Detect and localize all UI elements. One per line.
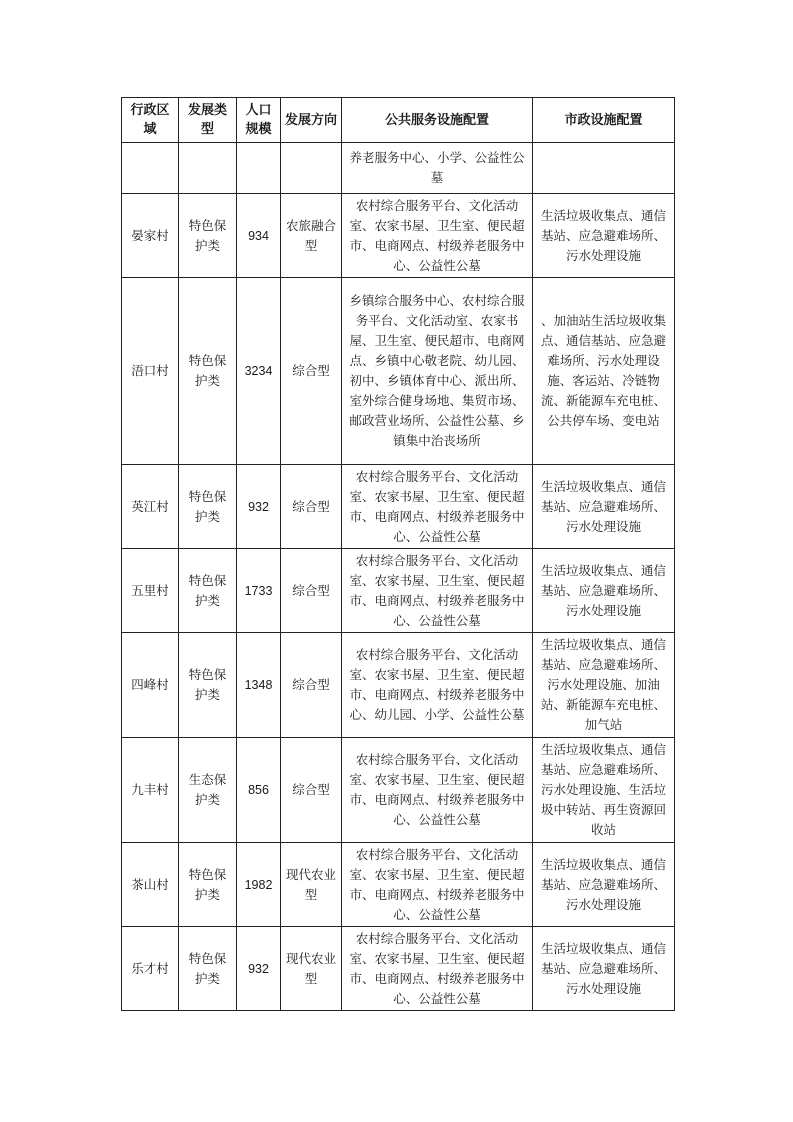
row-population: 932 <box>237 927 281 1011</box>
row-municipal <box>533 143 675 194</box>
row-public: 农村综合服务平台、文化活动室、农家书屋、卫生室、便民超市、电商网点、村级养老服务中心、公益性公墓 <box>342 843 533 927</box>
row-name: 乐才村 <box>122 927 179 1011</box>
row-public: 农村综合服务平台、文化活动室、农家书屋、卫生室、便民超市、电商网点、村级养老服务中心、公益性公墓 <box>342 194 533 278</box>
row-municipal: 生活垃圾收集点、通信基站、应急避难场所、污水处理设施 <box>533 927 675 1011</box>
row-population: 3234 <box>237 278 281 465</box>
row-population: 1348 <box>237 633 281 738</box>
row-name: 茶山村 <box>122 843 179 927</box>
row-municipal: 生活垃圾收集点、通信基站、应急避难场所、污水处理设施 <box>533 465 675 549</box>
facility-table <box>121 97 675 1011</box>
table-row <box>122 465 675 549</box>
row-public: 农村综合服务平台、文化活动室、农家书屋、卫生室、便民超市、电商网点、村级养老服务中心、公益性公墓 <box>342 465 533 549</box>
row-population: 934 <box>237 194 281 278</box>
row-direction: 农旅融合型 <box>281 194 342 278</box>
row-direction: 现代农业型 <box>281 843 342 927</box>
row-type: 特色保护类 <box>179 549 237 633</box>
table-row <box>122 633 675 738</box>
row-public: 农村综合服务平台、文化活动室、农家书屋、卫生室、便民超市、电商网点、村级养老服务中心、幼儿园、小学、公益性公墓 <box>342 633 533 738</box>
row-population: 932 <box>237 465 281 549</box>
row-population: 856 <box>237 738 281 843</box>
table-row <box>122 549 675 633</box>
row-name <box>122 143 179 194</box>
row-municipal: 、加油站生活垃圾收集点、通信基站、应急避难场所、污水处理设施、客运站、冷链物流、新能源车充电桩、公共停车场、变电站 <box>533 278 675 465</box>
row-name: 五里村 <box>122 549 179 633</box>
row-direction: 综合型 <box>281 465 342 549</box>
row-name: 晏家村 <box>122 194 179 278</box>
row-name: 九丰村 <box>122 738 179 843</box>
row-type: 生态保护类 <box>179 738 237 843</box>
row-municipal: 生活垃圾收集点、通信基站、应急避难场所、污水处理设施、生活垃圾中转站、再生资源回收站 <box>533 738 675 843</box>
row-type: 特色保护类 <box>179 633 237 738</box>
header-public: 公共服务设施配置 <box>342 98 533 143</box>
row-type: 特色保护类 <box>179 465 237 549</box>
header-municipal: 市政设施配置 <box>533 98 675 143</box>
table-row <box>122 738 675 843</box>
row-direction: 现代农业型 <box>281 927 342 1011</box>
header-population: 人口规模 <box>237 98 281 143</box>
row-public: 农村综合服务平台、文化活动室、农家书屋、卫生室、便民超市、电商网点、村级养老服务中心、公益性公墓 <box>342 738 533 843</box>
row-population <box>237 143 281 194</box>
row-type: 特色保护类 <box>179 194 237 278</box>
table-row <box>122 194 675 278</box>
row-direction: 综合型 <box>281 549 342 633</box>
row-direction: 综合型 <box>281 633 342 738</box>
row-municipal: 生活垃圾收集点、通信基站、应急避难场所、污水处理设施 <box>533 843 675 927</box>
row-direction: 综合型 <box>281 738 342 843</box>
row-population: 1982 <box>237 843 281 927</box>
row-type: 特色保护类 <box>179 927 237 1011</box>
table-row <box>122 143 675 194</box>
header-row <box>122 98 675 143</box>
row-name: 英江村 <box>122 465 179 549</box>
table-row <box>122 843 675 927</box>
header-district: 行政区域 <box>122 98 179 143</box>
row-type: 特色保护类 <box>179 278 237 465</box>
row-name: 四峰村 <box>122 633 179 738</box>
table-row <box>122 927 675 1011</box>
row-municipal: 生活垃圾收集点、通信基站、应急避难场所、污水处理设施 <box>533 194 675 278</box>
row-name: 浯口村 <box>122 278 179 465</box>
row-public: 乡镇综合服务中心、农村综合服务平台、文化活动室、农家书屋、卫生室、便民超市、电商网点、乡镇中心敬老院、幼儿园、初中、乡镇体育中心、派出所、室外综合健身场地、集贸市场、邮政营业场所、公益性公墓、乡镇集中治丧场所 <box>342 278 533 465</box>
row-public: 养老服务中心、小学、公益性公墓 <box>342 143 533 194</box>
header-type: 发展类型 <box>179 98 237 143</box>
row-direction: 综合型 <box>281 278 342 465</box>
row-population: 1733 <box>237 549 281 633</box>
row-type: 特色保护类 <box>179 843 237 927</box>
row-public: 农村综合服务平台、文化活动室、农家书屋、卫生室、便民超市、电商网点、村级养老服务中心、公益性公墓 <box>342 927 533 1011</box>
row-municipal: 生活垃圾收集点、通信基站、应急避难场所、污水处理设施 <box>533 549 675 633</box>
row-municipal: 生活垃圾收集点、通信基站、应急避难场所、污水处理设施、加油站、新能源车充电桩、加气站 <box>533 633 675 738</box>
row-public: 农村综合服务平台、文化活动室、农家书屋、卫生室、便民超市、电商网点、村级养老服务中心、公益性公墓 <box>342 549 533 633</box>
row-direction <box>281 143 342 194</box>
row-type <box>179 143 237 194</box>
table-row <box>122 278 675 465</box>
header-direction: 发展方向 <box>281 98 342 143</box>
